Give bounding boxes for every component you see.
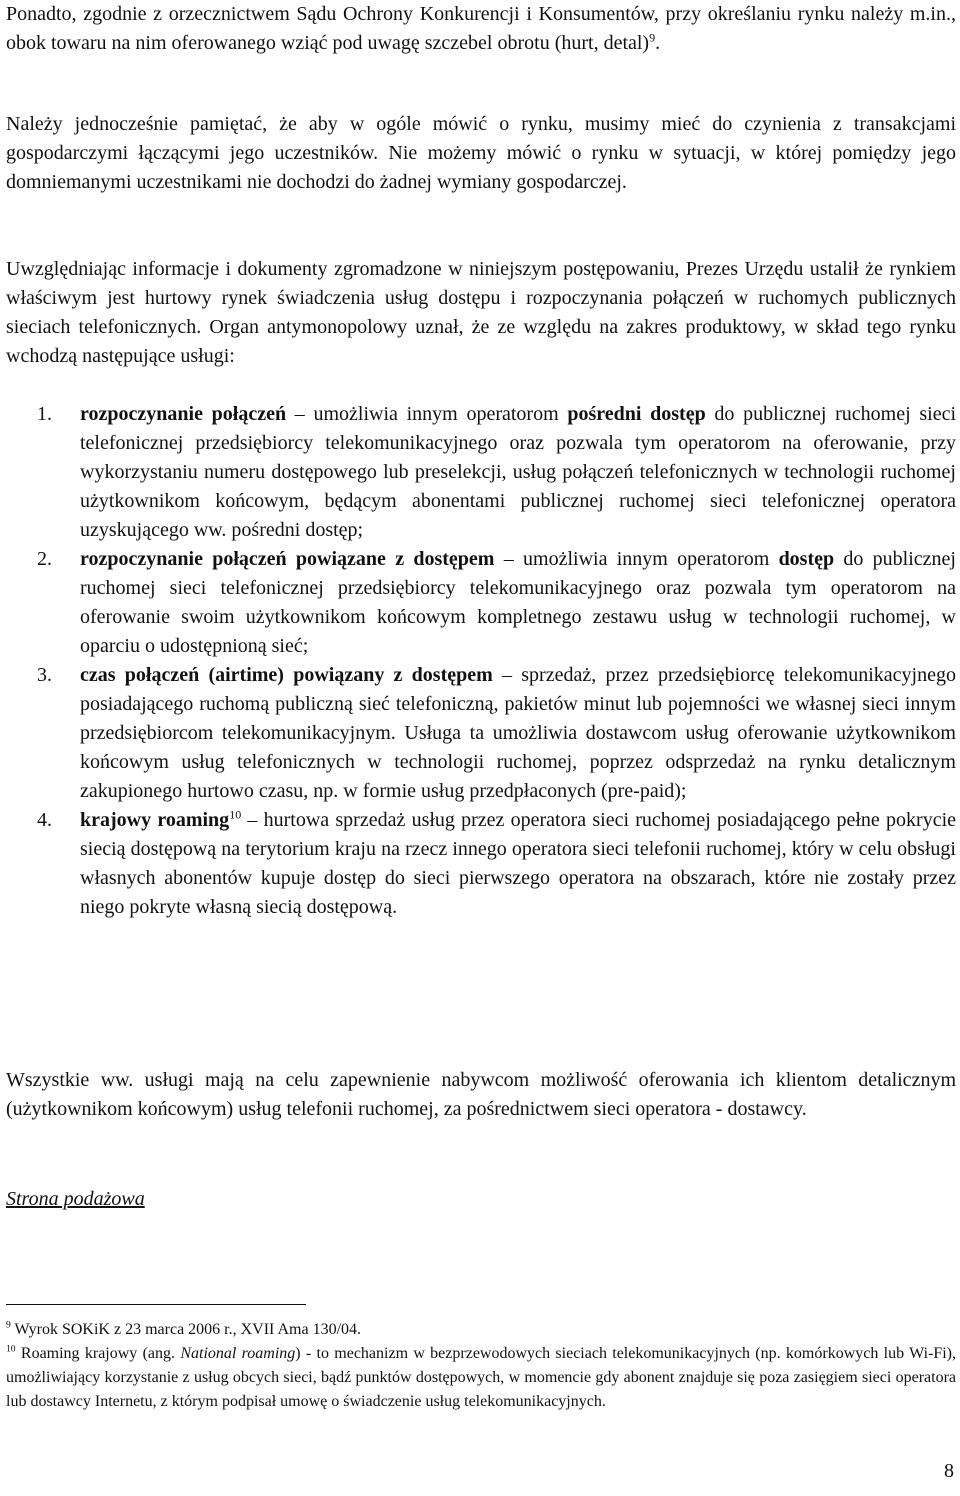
list-number: 1. [37,403,52,425]
footnote-separator [6,1304,306,1305]
footnote-ref-10[interactable]: 10 [229,807,242,822]
item-mid: umożliwia innym operatorom [313,403,568,425]
footnote-10 [6,1342,956,1414]
dash: – [286,403,314,425]
dash: – [494,548,524,570]
list-item-text [80,545,956,661]
item-rest: do publicznej ruchomej sieci telefonicznej przedsiębiorcy telekomunikacyjnego oraz pozwala tym operatorom na oferowanie swoim użytkownikom końcowym kompletnego zestawu usług w technologii ruchomej, w oparciu o udostępnioną sieć; [80,548,956,657]
footnote-number: 10 [6,1343,16,1355]
list-item-text [80,661,956,806]
list-number: 3. [37,664,52,686]
service-term: czas połączeń (airtime) powiązany z dostępem [80,664,493,686]
footnote-number: 9 [6,1319,11,1331]
footnote-9 [6,1318,956,1342]
service-term: rozpoczynanie połączeń powiązane z dostępem [80,548,495,570]
page-number: 8 [944,1460,954,1482]
paragraph-text: Ponadto, zgodnie z orzecznictwem Sądu Ochrony Konkurencji i Konsumentów, przy określaniu rynku należy m.in., obok towaru na nim oferowanego wziąć pod uwagę szczebel obrotu (hurt, detal) [6,3,956,54]
paragraph-transactions: Należy jednocześnie pamiętać, że aby w ogóle mówić o rynku, musimy mieć do czynienia z transakcjami gospodarczymi łączącymi jego uczestników. Nie możemy mówić o rynku w sytuacji, w której pomiędzy jego domniemanymi uczestnikami nie dochodzi do żadnej wymiany gospodarczej. [6,113,956,193]
emphasis: dostęp [778,548,835,570]
list-item [6,661,956,806]
service-term: krajowy roaming [80,809,230,831]
paragraph-end: . [655,32,661,54]
footnote-text: Wyrok SOKiK z 23 marca 2006 r., XVII Ama 130/04. [10,1321,362,1338]
list-number: 4. [37,809,52,831]
section-heading: Strona podażowa [6,1188,145,1210]
item-rest: hurtowa sprzedaż usług przez operatora sieci ruchomej posiadającego pełne pokrycie siecią dostępową na terytorium kraju na rzecz innego operatora sieci telefonii ruchomej, który w celu obsługi własnych abonentów kupuje dostęp do sieci pierwszego operatora na obszarach, które nie zostały przez niego pokryte własną siecią dostępową. [80,809,956,918]
list-item-text [80,806,956,922]
footnote-text: ) - to mechanizm w bezprzewodowych sieciach telekomunikacyjnych (np. komórkowych lub Wi-Fi), umożliwiający korzystanie z usług obcych sieci, bądź punktów dostępowych, w momencie gdy abonent znajduje się poza zasięgiem sieci operatora lub dostawcy Internetu, z którym podpisał umowę o świadczenie usług telekomunikacyjnych. [6,1345,957,1410]
item-rest: sprzedaż, przez przedsiębiorcę telekomunikacyjnego posiadającego ruchomą publiczną sieć telefoniczną, pakietów minut lub pojemności we własnej sieci innym przedsiębiorcom telekomunikacyjnym. Usługa ta umożliwia dostawcom usług oferowanie użytkownikom końcowym usług telefonicznych w technologii ruchomej, poprzez odsprzedaż na rynku detalicznym zakupionego hurtowo czasu, np. w formie usług przedpłaconych (pre-paid); [80,664,956,802]
list-number: 2. [37,548,52,570]
services-list [6,400,956,922]
dash: – [492,664,522,686]
list-item [6,806,956,922]
footnotes [6,1318,956,1414]
dash: – [241,809,264,831]
footnote-ref-9[interactable]: 9 [649,30,656,45]
list-item-text [80,400,956,545]
paragraph-market-level [6,0,956,58]
emphasis: pośredni dostęp [567,403,706,425]
footnote-italic: National roaming [180,1345,296,1362]
paragraph-relevant-market: Uwzględniając informacje i dokumenty zgromadzone w niniejszym postępowaniu, Prezes Urzędu ustalił że rynkiem właściwym jest hurtowy rynek świadczenia usług dostępu i rozpoczynania połączeń w ruchomych publicznych sieciach telefonicznych. Organ antymonopolowy uznał, że ze względu na zakres produktowy, w skład tego rynku wchodzą następujące usługi: [6,258,956,367]
list-item [6,400,956,545]
list-item [6,545,956,661]
service-term: rozpoczynanie połączeń [80,403,287,425]
footnote-text: Roaming krajowy (ang. [15,1345,181,1362]
item-rest: do publicznej ruchomej sieci telefonicznej przedsiębiorcy telekomunikacyjnego oraz pozwala tym operatorom na oferowanie, przy wykorzystaniu numeru dostępowego lub preselekcji, usług połączeń telefonicznych w technologii ruchomej użytkownikom końcowym, będącym abonentami publicznej ruchomej sieci telefonicznej operatora uzyskującego ww. pośredni dostęp; [80,403,957,541]
item-mid: umożliwia innym operatorom [523,548,779,570]
paragraph-summary: Wszystkie ww. usługi mają na celu zapewnienie nabywcom możliwość oferowania ich klientom detalicznym (użytkownikom końcowym) usług telefonii ruchomej, za pośrednictwem sieci operatora - dostawcy. [6,1069,956,1120]
